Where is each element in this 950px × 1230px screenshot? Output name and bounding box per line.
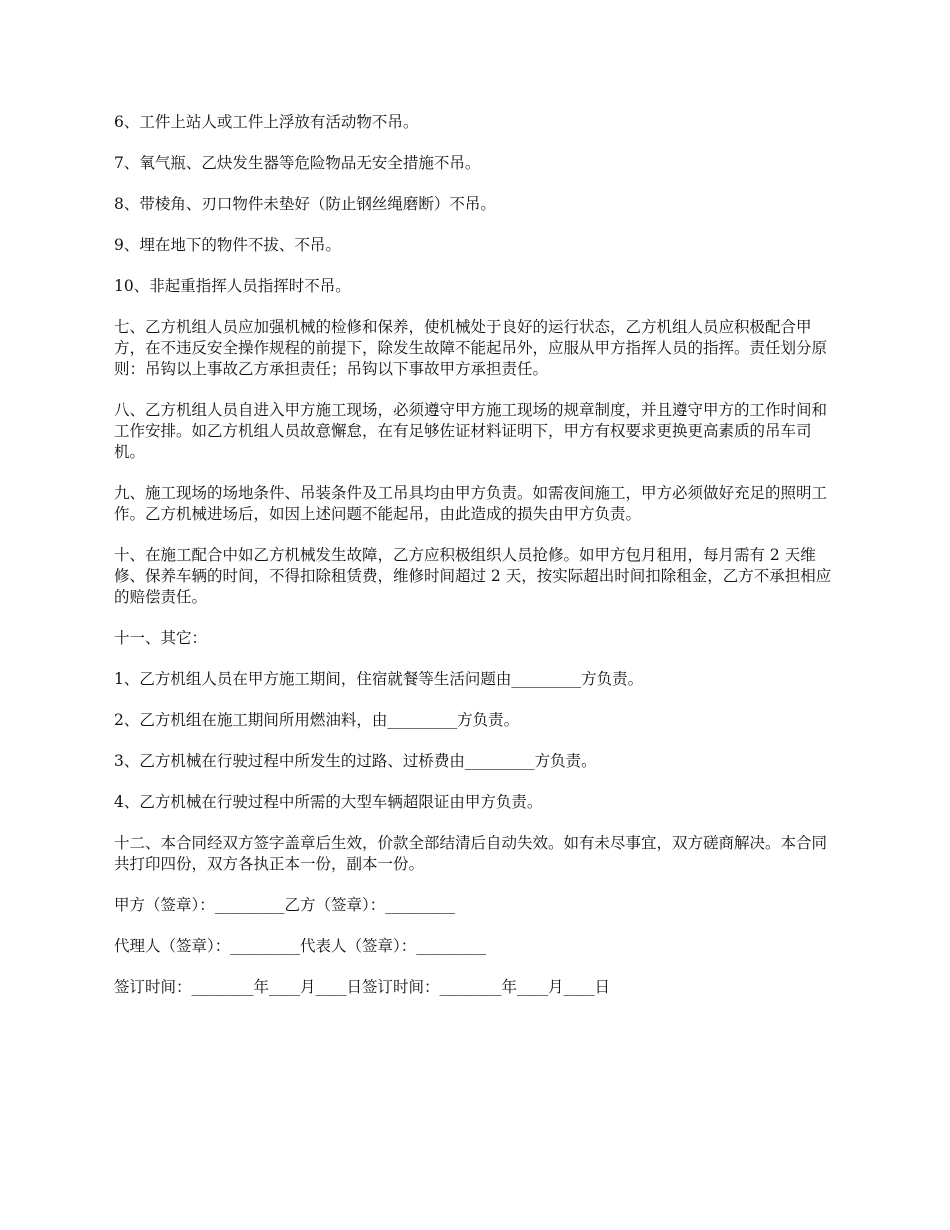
section-11-item-2: 2、乙方机组在施工期间所用燃油料，由_________方负责。: [114, 711, 520, 729]
clause-7: 7、氧气瓶、乙炔发生器等危险物品无安全措施不吊。: [114, 154, 481, 172]
section-11-item-4: 4、乙方机械在行驶过程中所需的大型车辆超限证由甲方负责。: [114, 793, 543, 811]
signature-agent-line: 代理人（签章）：_________代表人（签章）：_________: [114, 937, 487, 955]
section-12-paragraph: 十二、本合同经双方签字盖章后生效，价款全部结清后自动失效。如有未尽事宜，双方磋商解决。本合同共打印四份，双方各执正本一份，副本一份。: [114, 834, 828, 873]
signature-date-line: 签订时间：________年____月____日签订时间：________年____月____日: [114, 978, 611, 996]
section-7-paragraph: 七、乙方机组人员应加强机械的检修和保养，使机械处于良好的运行状态，乙方机组人员应积极配合甲方，在不违反安全操作规程的前提下，除发生故障不能起吊外，应服从甲方指挥人员的指挥。责任划分原则：吊钩以上事故乙方承担责任；吊钩以下事故甲方承担责任。: [114, 318, 828, 378]
section-11-heading: 十一、其它：: [114, 629, 208, 647]
clause-6: 6、工件上站人或工件上浮放有活动物不吊。: [114, 113, 419, 131]
clause-10: 10、非起重指挥人员指挥时不吊。: [114, 277, 351, 295]
section-11-item-3: 3、乙方机械在行驶过程中所发生的过路、过桥费由_________方负责。: [114, 752, 597, 770]
section-9-paragraph: 九、施工现场的场地条件、吊装条件及工吊具均由甲方负责。如需夜间施工，甲方必须做好充足的照明工作。乙方机械进场后，如因上述问题不能起吊，由此造成的损失由甲方负责。: [114, 484, 828, 523]
document-page: [114, 112, 840, 1018]
section-8-paragraph: 八、乙方机组人员自进入甲方施工现场，必须遵守甲方施工现场的规章制度，并且遵守甲方的工作时间和工作安排。如乙方机组人员故意懈怠，在有足够佐证材料证明下，甲方有权要求更换更高素质的吊车司机。: [114, 401, 828, 461]
clause-9: 9、埋在地下的物件不拔、不吊。: [114, 236, 341, 254]
signature-party-line: 甲方（签章）：_________乙方（签章）：_________: [114, 896, 456, 914]
clause-8: 8、带棱角、刃口物件未垫好（防止钢丝绳磨断）不吊。: [114, 195, 496, 213]
section-11-item-1: 1、乙方机组人员在甲方施工期间，住宿就餐等生活问题由_________方负责。: [114, 670, 644, 688]
section-10-paragraph: 十、在施工配合中如乙方机械发生故障，乙方应积极组织人员抢修。如甲方包月租用，每月需有 2 天维修、保养车辆的时间，不得扣除租赁费，维修时间超过 2 天，按实际超出时间扣除租金，乙方不承担相应的赔偿责任。: [114, 546, 832, 606]
